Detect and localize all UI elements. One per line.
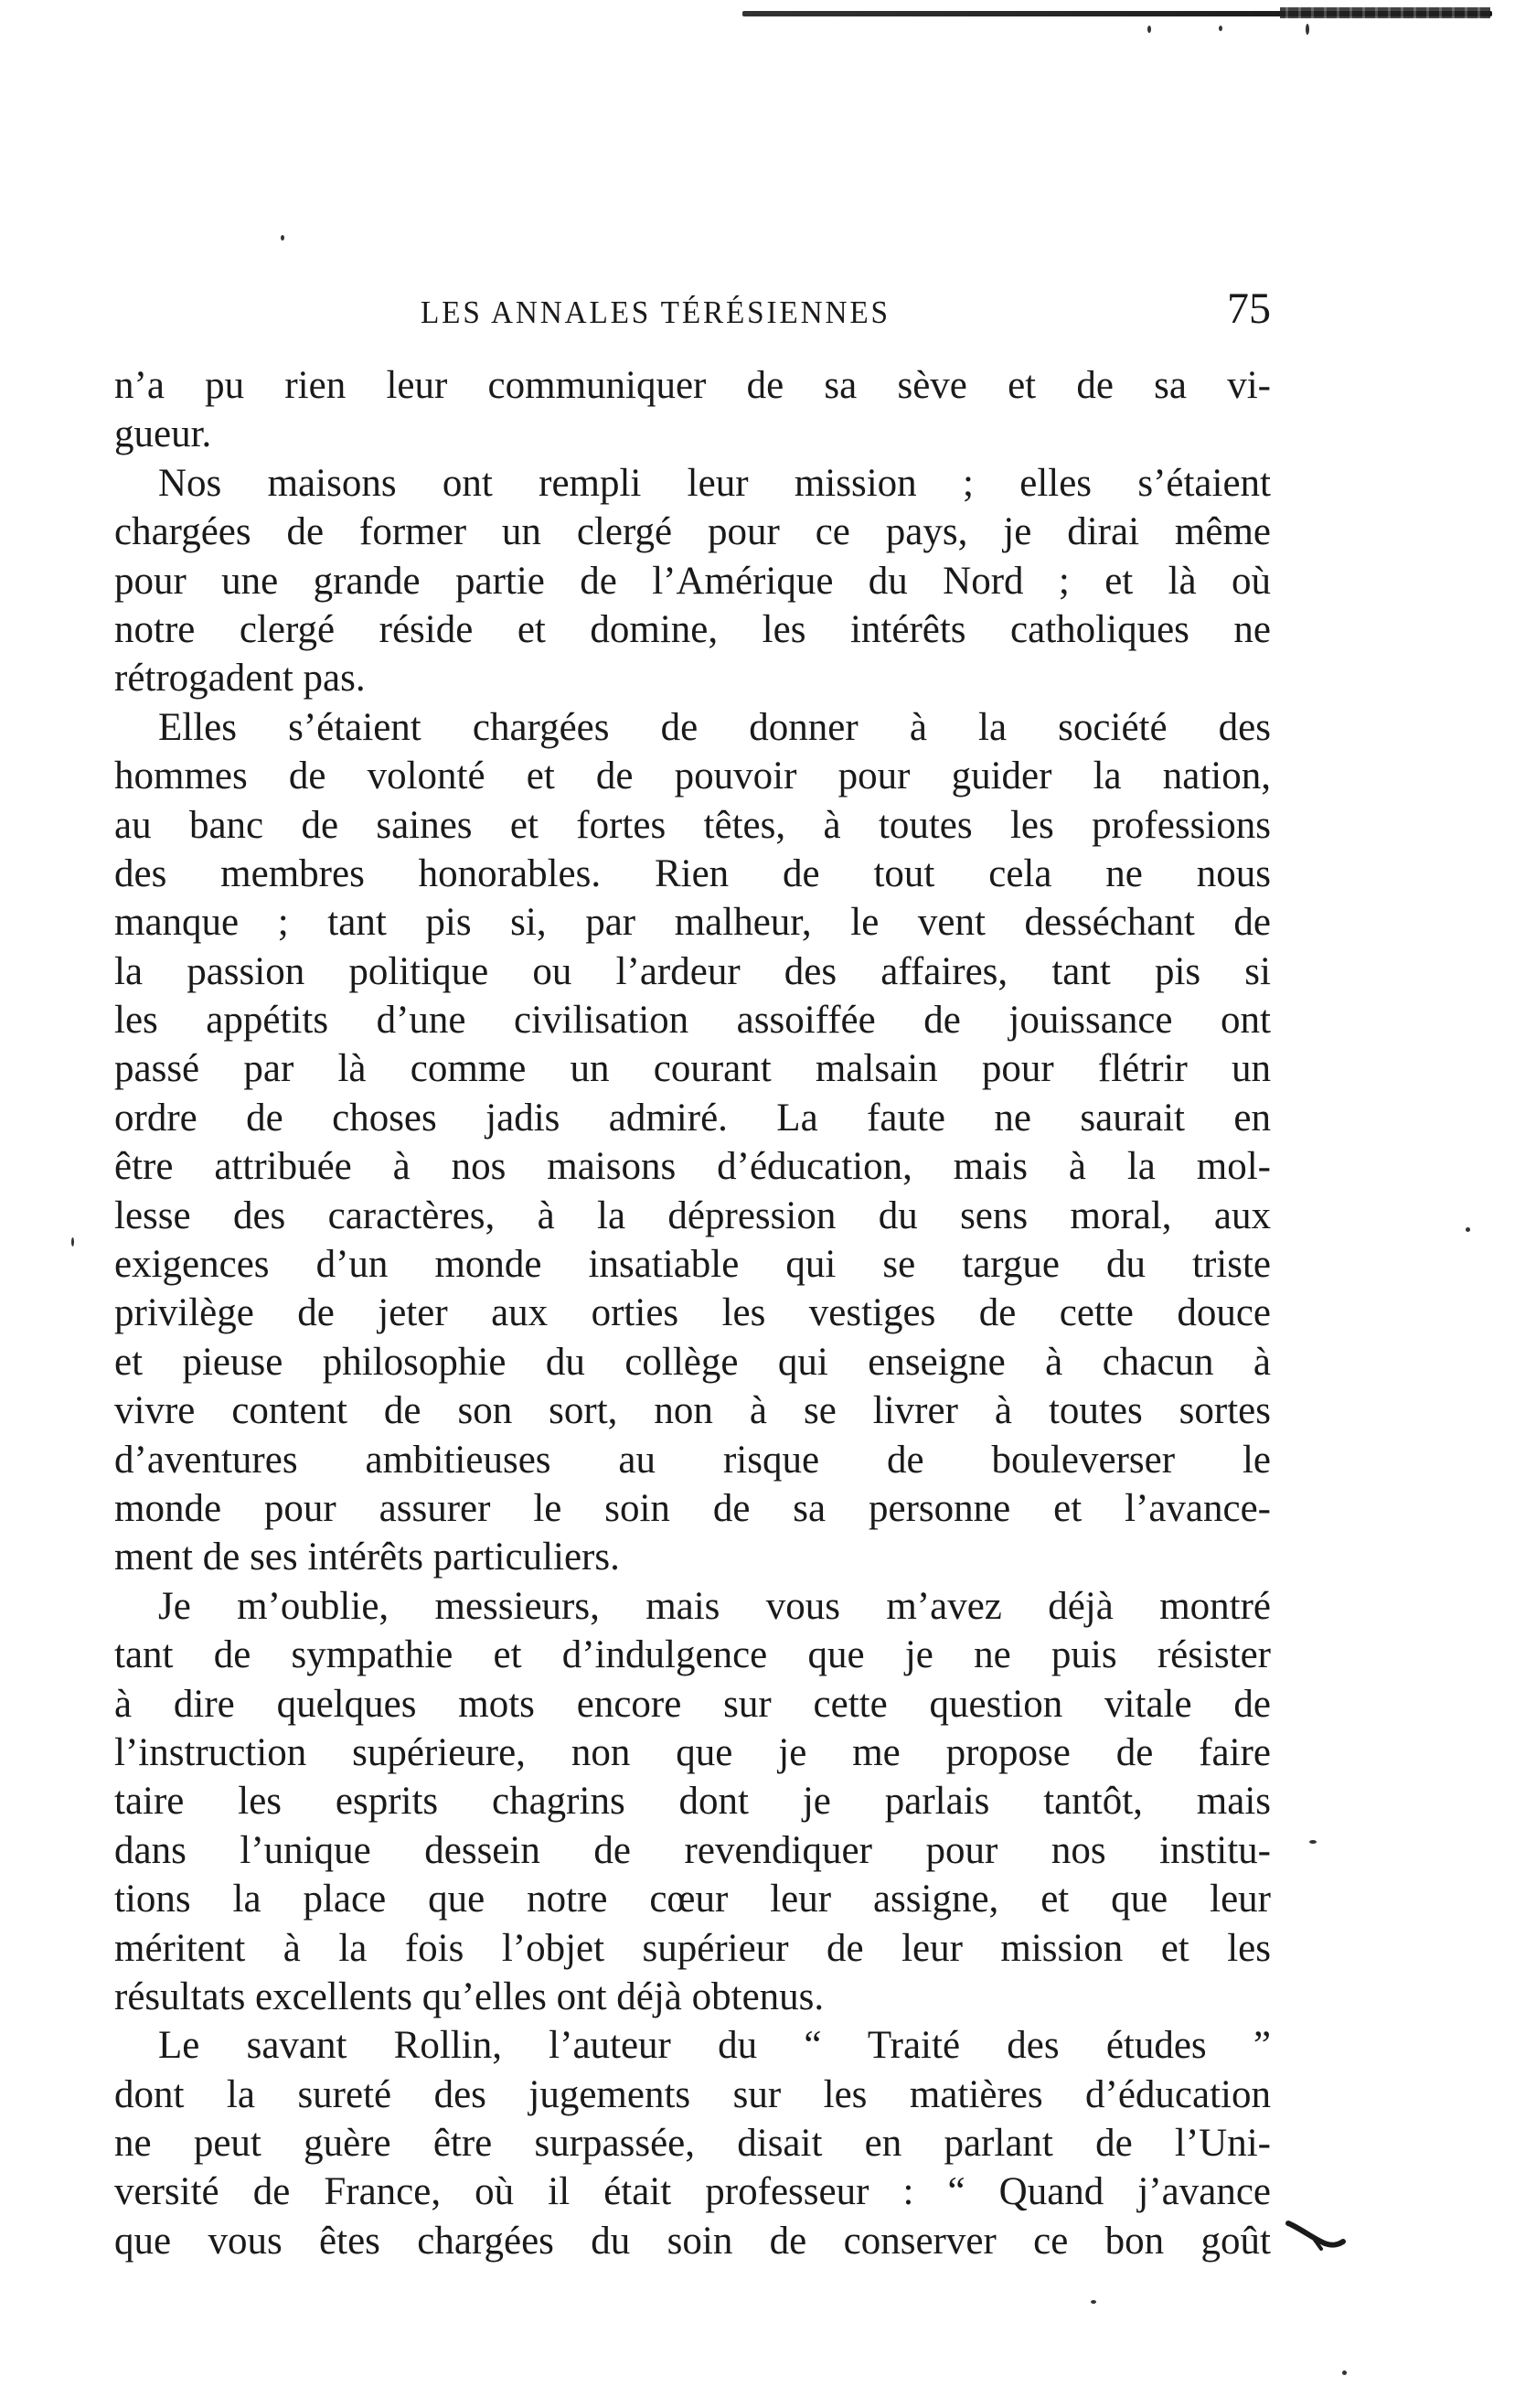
text-line: manque ; tant pis si, par malheur, le vent desséchant de	[114, 901, 1271, 945]
text-line: lesse des caractères, à la dépression du sens moral, aux	[114, 1193, 1271, 1237]
print-speck	[71, 1237, 74, 1247]
running-title: LES ANNALES TÉRÉSIENNES	[421, 294, 891, 330]
ink-mark	[1285, 2218, 1349, 2254]
print-speck	[1342, 2371, 1347, 2375]
text-line: dans l’unique dessein de revendiquer pour nos institu-	[114, 1828, 1271, 1872]
text-line: l’instruction supérieure, non que je me propose de faire	[114, 1730, 1271, 1774]
text-line: chargées de former un clergé pour ce pays, je dirai même	[114, 510, 1271, 554]
text-line: tions la place que notre cœur leur assigne, et que leur	[114, 1878, 1271, 1921]
text-line: des membres honorables. Rien de tout cela ne nous	[114, 851, 1271, 895]
text-line: versité de France, où il était professeur : “ Quand j’avance	[114, 2170, 1271, 2214]
print-speck	[281, 235, 284, 241]
text-line: la passion politique ou l’ardeur des affaires, tant pis si	[114, 949, 1271, 993]
body-text	[114, 361, 1271, 2265]
text-line: que vous êtes chargées du soin de conserver ce bon goût	[114, 2219, 1271, 2263]
page-header	[114, 284, 1271, 338]
text-line: privilège de jeter aux orties les vestiges de cette douce	[114, 1291, 1271, 1335]
text-line: Elles s’étaient chargées de donner à la société des	[158, 705, 1271, 749]
text-line: ne peut guère être surpassée, disait en parlant de l’Uni-	[114, 2122, 1271, 2166]
page-number: 75	[1227, 284, 1271, 333]
print-speck	[1219, 26, 1222, 31]
text-line: et pieuse philosophie du collège qui enseigne à chacun à	[114, 1340, 1271, 1384]
text-line: méritent à la fois l’objet supérieur de leur mission et les	[114, 1926, 1271, 1970]
text-line: exigences d’un monde insatiable qui se targue du triste	[114, 1243, 1271, 1287]
text-line: vivre content de son sort, non à se livrer à toutes sortes	[114, 1389, 1271, 1433]
text-line: n’a pu rien leur communiquer de sa sève et de sa vi-	[114, 364, 1271, 407]
text-line: Le savant Rollin, l’auteur du “ Traité des études ”	[158, 2024, 1271, 2068]
print-speck	[1309, 1840, 1317, 1844]
text-line: ment de ses intérêts particuliers.	[114, 1536, 620, 1579]
text-line: au banc de saines et fortes têtes, à toutes les professions	[114, 803, 1271, 847]
text-line: à dire quelques mots encore sur cette question vitale de	[114, 1682, 1271, 1726]
text-line: les appétits d’une civilisation assoiffée de jouissance ont	[114, 999, 1271, 1043]
text-line: notre clergé réside et domine, les intérêts catholiques ne	[114, 607, 1271, 651]
text-line: ordre de choses jadis admiré. La faute ne saurait en	[114, 1096, 1271, 1140]
print-speck	[1466, 1227, 1470, 1232]
text-line: résultats excellents qu’elles ont déjà obtenus.	[114, 1975, 825, 2018]
text-line: hommes de volonté et de pouvoir pour guider la nation,	[114, 755, 1271, 798]
top-edge-rule-texture	[1280, 7, 1490, 18]
print-speck	[1147, 26, 1151, 33]
text-line: gueur.	[114, 412, 212, 456]
text-line: rétrogadent pas.	[114, 657, 366, 701]
text-line: d’aventures ambitieuses au risque de bouleverser le	[114, 1438, 1271, 1482]
text-line: passé par là comme un courant malsain pour flétrir un	[114, 1047, 1271, 1091]
text-line: dont la sureté des jugements sur les matières d’éducation	[114, 2072, 1271, 2116]
text-line: être attribuée à nos maisons d’éducation, mais à la mol-	[114, 1145, 1271, 1189]
text-line: monde pour assurer le soin de sa personne et l’avance-	[114, 1486, 1271, 1530]
text-line: Je m’oublie, messieurs, mais vous m’avez déjà montré	[158, 1584, 1271, 1628]
text-line: Nos maisons ont rempli leur mission ; elles s’étaient	[158, 461, 1271, 505]
text-line: tant de sympathie et d’indulgence que je ne puis résister	[114, 1633, 1271, 1677]
text-line: pour une grande partie de l’Amérique du Nord ; et là où	[114, 559, 1271, 603]
print-speck	[1306, 24, 1309, 35]
print-speck	[1091, 2300, 1096, 2304]
text-line: taire les esprits chagrins dont je parlais tantôt, mais	[114, 1780, 1271, 1824]
